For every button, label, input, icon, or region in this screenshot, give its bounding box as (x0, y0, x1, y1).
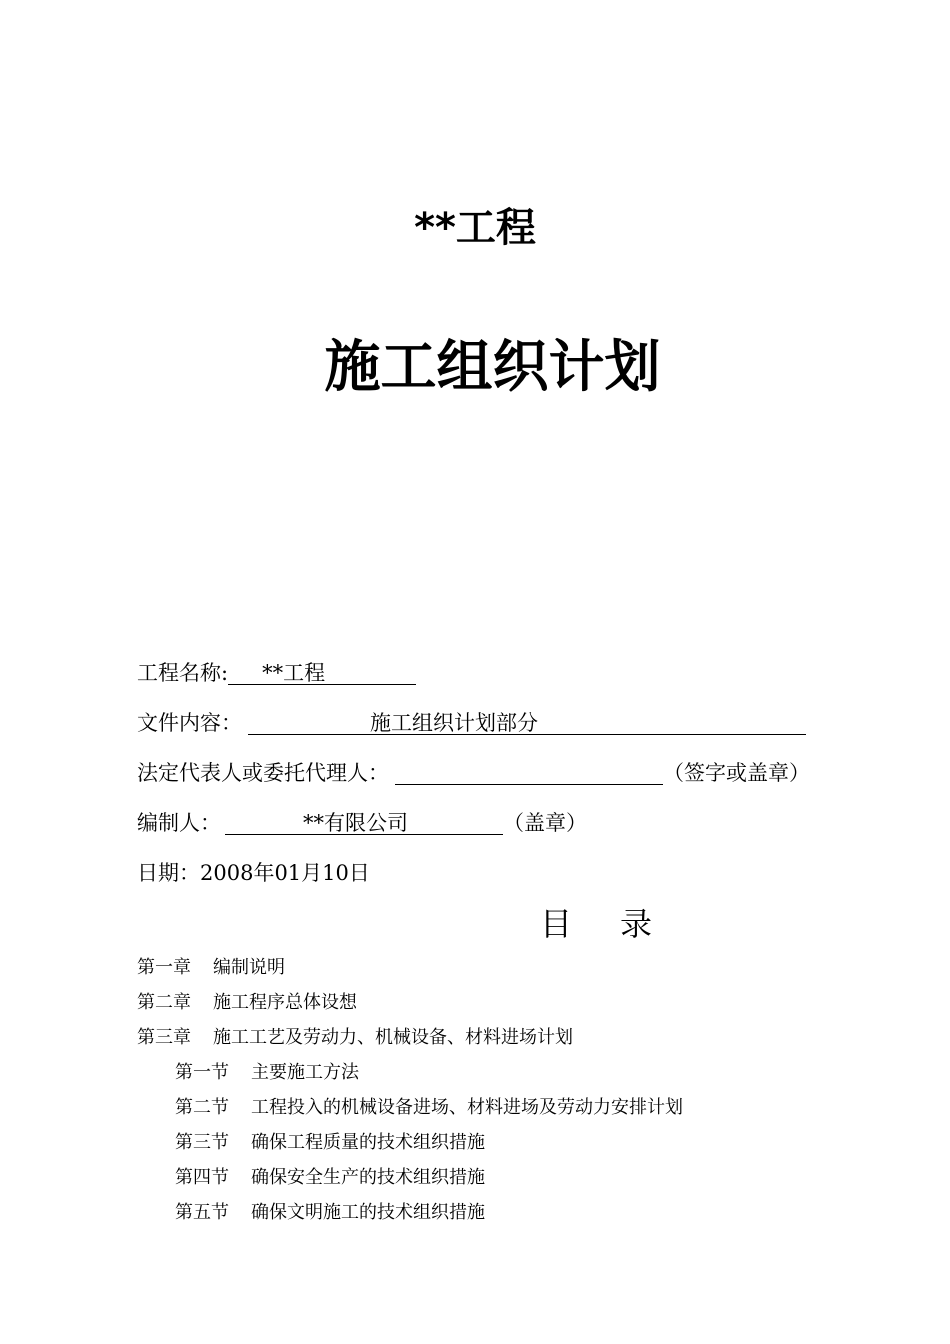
toc-item (137, 955, 285, 981)
representative-line (395, 758, 663, 785)
author-field (137, 808, 587, 838)
toc-item-number: 第二章 (137, 992, 191, 1013)
author-label: 编制人： (137, 811, 221, 835)
project-name-field (137, 658, 416, 688)
toc-item (175, 1060, 359, 1086)
author-line (225, 808, 503, 835)
author-suffix: （盖章） (503, 811, 587, 835)
content-value: 施工组织计划部分 (370, 711, 538, 735)
representative-suffix: （签字或盖章） (663, 761, 810, 785)
toc-item-title: 编制说明 (213, 957, 285, 978)
toc-item (175, 1095, 683, 1121)
toc-item-number: 第三章 (137, 1027, 191, 1048)
project-title: **工程 (414, 205, 536, 251)
representative-field (137, 758, 810, 788)
content-field (137, 708, 806, 738)
toc-item-title: 主要施工方法 (251, 1062, 359, 1083)
toc-item-title: 施工工艺及劳动力、机械设备、材料进场计划 (213, 1027, 573, 1048)
toc-item (175, 1165, 485, 1191)
toc-title: 目录 (540, 905, 701, 943)
toc-item-number: 第三节 (175, 1132, 229, 1153)
representative-label: 法定代表人或委托代理人： (137, 761, 389, 785)
toc-item-number: 第五节 (175, 1202, 229, 1223)
toc-item-title: 工程投入的机械设备进场、材料进场及劳动力安排计划 (251, 1097, 683, 1118)
toc-item (137, 1025, 573, 1051)
project-name-value: **工程 (262, 661, 326, 685)
content-label: 文件内容： (137, 711, 242, 735)
toc-item-title: 确保安全生产的技术组织措施 (251, 1167, 485, 1188)
toc-item-title: 确保文明施工的技术组织措施 (251, 1202, 485, 1223)
project-name-label: 工程名称: (137, 661, 229, 685)
date-field: 日期：2008年01月10日 (137, 861, 370, 885)
toc-item-number: 第二节 (175, 1097, 229, 1118)
toc-item (175, 1200, 485, 1226)
toc-item (137, 990, 357, 1016)
toc-item-title: 确保工程质量的技术组织措施 (251, 1132, 485, 1153)
toc-item-title: 施工程序总体设想 (213, 992, 357, 1013)
project-name-line (228, 658, 416, 685)
author-value: **有限公司 (303, 811, 408, 835)
toc-item (175, 1130, 485, 1156)
toc-item-number: 第一章 (137, 957, 191, 978)
toc-item-number: 第一节 (175, 1062, 229, 1083)
toc-item-number: 第四节 (175, 1167, 229, 1188)
content-line (248, 708, 806, 735)
main-title: 施工组织计划 (324, 335, 661, 400)
